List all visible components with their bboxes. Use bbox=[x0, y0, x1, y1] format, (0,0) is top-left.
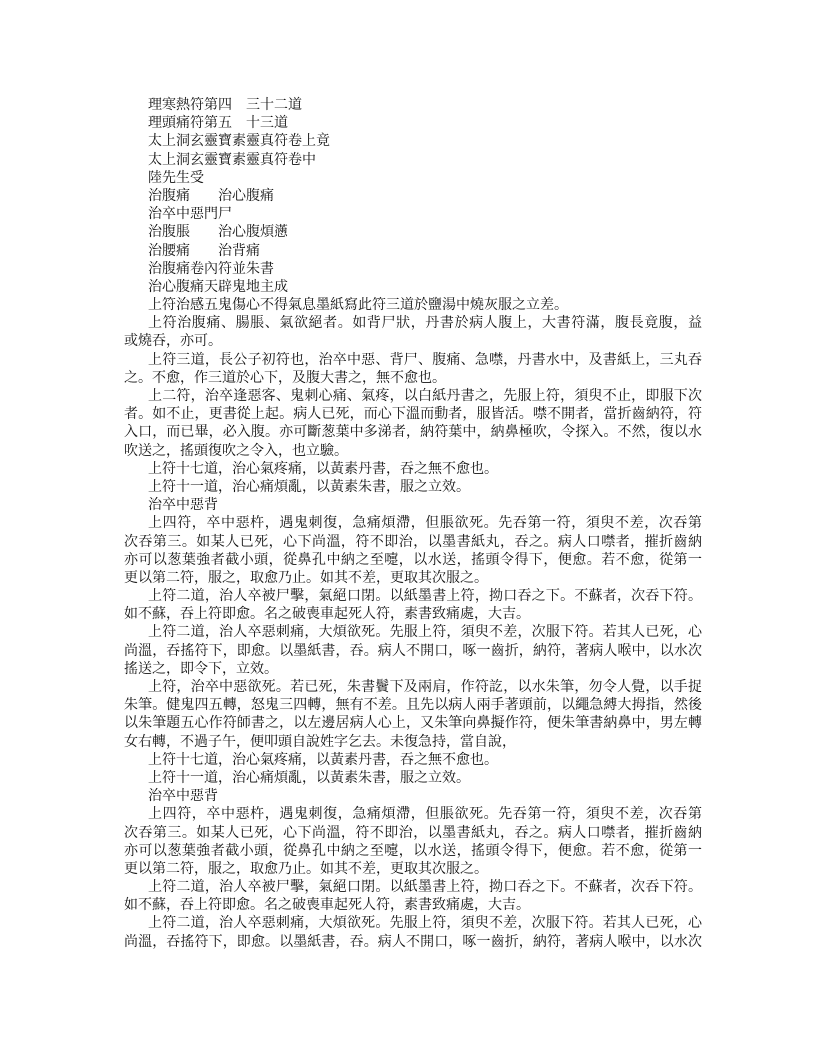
text-line: 次吞第三。如某人已死，心下尚溫，符不即治，以墨書紙丸，吞之。病人口噤者，摧折齒納 bbox=[124, 824, 702, 841]
text-line: 治腹痛 治心腹痛 bbox=[148, 187, 274, 204]
text-line: 之。不愈，作三道於心下，及腹大書之，無不愈也。 bbox=[124, 369, 446, 386]
text-line: 搖送之，即令下，立效。 bbox=[124, 660, 278, 677]
text-line: 理頭痛符第五 十三道 bbox=[148, 115, 288, 132]
text-line: 更以第二符，服之，取愈乃止。如其不差，更取其次服之。 bbox=[124, 569, 488, 586]
document-body bbox=[124, 96, 702, 951]
text-line: 上符二道，治人卒惡刺痛，大煩欲死。先服上符，須臾不差，次服下符。若其人已死，心 bbox=[148, 624, 702, 641]
text-line: 亦可以葱葉強者截小頭，從鼻孔中納之至嚏，以水送，搖頭令得下，便愈。若不愈，從第一 bbox=[124, 551, 702, 568]
text-line: 治卒中惡背 bbox=[148, 497, 218, 514]
text-line: 上符三道，長公子初符也，治卒中惡、背尸、腹痛、急噤，丹書水中，及書紙上，三丸吞 bbox=[148, 351, 702, 368]
text-line: 亦可以葱葉強者截小頭，從鼻孔中納之至嚏，以水送，搖頭令得下，便愈。若不愈，從第一 bbox=[124, 842, 702, 859]
text-line: 如不蘇，吞上符即愈。名之破喪車起死人符，素書致痛處，大吉。 bbox=[124, 606, 530, 623]
text-line: 上符十一道，治心痛煩亂，以黃素朱書，服之立效。 bbox=[148, 478, 470, 495]
text-line: 更以第二符，服之，取愈乃止。如其不差，更取其次服之。 bbox=[124, 860, 488, 877]
text-line: 上符十七道，治心氣疼痛，以黃素丹書，吞之無不愈也。 bbox=[148, 751, 498, 768]
text-line: 女右轉，不過子午，便叩頭自說姓字乞去。未復急持，當自說， bbox=[124, 733, 516, 750]
text-line: 上符治腹痛、腸脹、氣欲絕者。如背尸狀，丹書於病人腹上，大書符滿，腹長竟腹，益 bbox=[148, 315, 702, 332]
text-line: 吹送之，搖頭復吹之令入，也立驗。 bbox=[124, 442, 348, 459]
text-line: 太上洞玄靈寶素靈真符卷上竟 bbox=[148, 133, 330, 150]
text-line: 上符十一道，治心痛煩亂，以黃素朱書，服之立效。 bbox=[148, 769, 470, 786]
text-line: 或燒吞，亦可。 bbox=[124, 333, 222, 350]
text-line: 治卒中惡門尸 bbox=[148, 206, 232, 223]
text-line: 入口，而已畢，必入腹。亦可斷葱葉中多涕者，納符葉中，納鼻極吹，令探入。不然，復以水 bbox=[124, 424, 702, 441]
text-line: 上四符，卒中惡杵，遇鬼刺復，急痛煩滯，但脹欲死。先吞第一符，須臾不差，次吞第 bbox=[148, 515, 702, 532]
text-line: 上符十七道，治心氣疼痛，以黃素丹書，吞之無不愈也。 bbox=[148, 460, 498, 477]
text-line: 以朱筆題五心作符師書之，以左邊居病人心上，又朱筆向鼻擬作符，便朱筆書納鼻中，男左轉 bbox=[124, 715, 702, 732]
text-line: 次吞第三。如某人已死，心下尚溫，符不即治，以墨書紙丸，吞之。病人口噤者，摧折齒納 bbox=[124, 533, 702, 550]
text-line: 上符治感五鬼傷心不得氣息墨紙寫此符三道於鹽湯中燒灰服之立差。 bbox=[148, 297, 568, 314]
text-line: 陸先生受 bbox=[148, 169, 204, 186]
text-line: 治心腹痛天辟鬼地主成 bbox=[148, 278, 288, 295]
text-line: 太上洞玄靈寶素靈真符卷中 bbox=[148, 151, 316, 168]
text-line: 上符，治卒中惡欲死。若已死，朱書鬢下及兩肩，作符訖，以水朱筆，勿令人覺，以手捉 bbox=[148, 679, 702, 695]
text-line: 者。如不止，更書從上起。病人已死，而心下溫而動者，服皆活。噤不開者，當折齒納符，符 bbox=[124, 406, 702, 423]
text-line: 治卒中惡背 bbox=[148, 788, 218, 805]
text-line: 尚溫，吞搖符下，即愈。以墨紙書，吞。病人不開口，啄一齒折，納符，著病人喉中，以水次 bbox=[124, 642, 702, 659]
text-line: 尚溫，吞搖符下，即愈。以墨紙書，吞。病人不開口，啄一齒折，納符，著病人喉中，以水次 bbox=[124, 933, 702, 950]
text-line: 上二符，治卒逢惡客、鬼刺心痛、氣疼，以白紙丹書之，先服上符，須臾不止，即服下次 bbox=[148, 388, 702, 404]
text-line: 治腰痛 治背痛 bbox=[148, 242, 260, 259]
text-line: 朱筆。健鬼四五轉，怒鬼三四轉，無有不差。且先以病人兩手著頭前，以繩急縛大拇指，然後 bbox=[124, 697, 702, 714]
text-line: 上四符，卒中惡杵，遇鬼刺復，急痛煩滯，但脹欲死。先吞第一符，須臾不差，次吞第 bbox=[148, 806, 702, 823]
text-line: 治腹痛卷內符並朱書 bbox=[148, 260, 274, 277]
text-line: 上符二道，治人卒被尸擊，氣絕口閉。以紙墨書上符，拗口吞之下。不蘇者，次吞下符。 bbox=[148, 588, 702, 605]
text-line: 如不蘇，吞上符即愈。名之破喪車起死人符，素書致痛處，大吉。 bbox=[124, 897, 530, 914]
text-line: 治腹脹 治心腹煩懣 bbox=[148, 224, 288, 241]
text-line: 理寒熱符第四 三十二道 bbox=[148, 97, 302, 113]
text-line: 上符二道，治人卒惡刺痛，大煩欲死。先服上符，須臾不差，次服下符。若其人已死，心 bbox=[148, 915, 702, 932]
text-line: 上符二道，治人卒被尸擊，氣絕口閉。以紙墨書上符，拗口吞之下。不蘇者，次吞下符。 bbox=[148, 879, 702, 896]
